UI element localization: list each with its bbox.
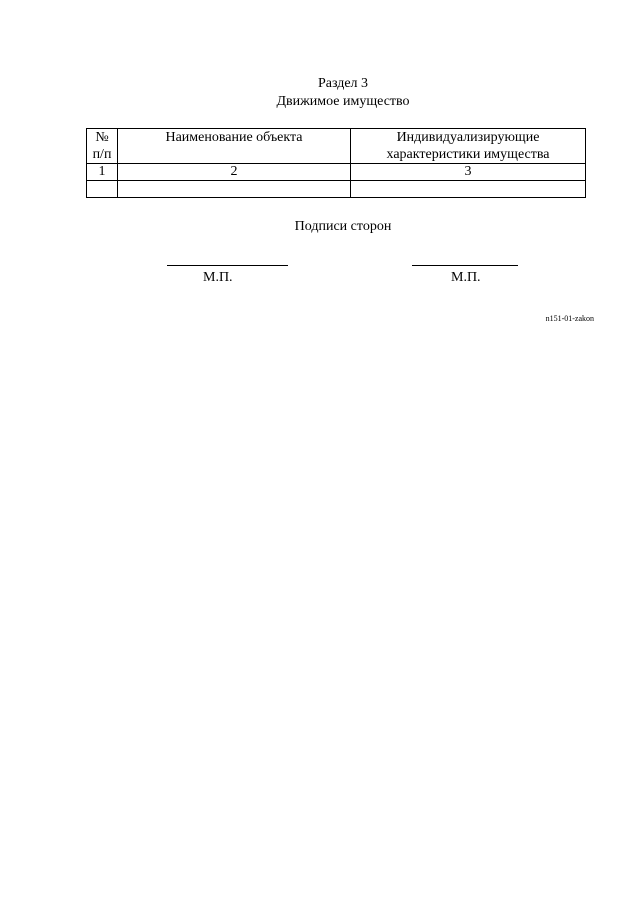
table-header-row	[87, 129, 586, 164]
table-cell	[351, 181, 586, 198]
header-characteristics-line1: Индивидуализирующие	[396, 130, 540, 145]
section-number: Раздел 3	[317, 76, 369, 91]
document-code: n151-01-zakon	[545, 314, 594, 323]
header-number	[87, 129, 118, 164]
table-cell	[87, 181, 118, 198]
section-title: Движимое имущество	[276, 94, 410, 109]
column-number-3: 3	[351, 164, 586, 181]
left-signature-line	[167, 265, 288, 266]
column-number-1: 1	[87, 164, 118, 181]
table-cell	[118, 181, 351, 198]
column-number-row	[87, 164, 586, 181]
property-table	[86, 128, 586, 198]
left-stamp-label: М.П.	[203, 270, 233, 285]
header-characteristics-line2: характеристики имущества	[386, 147, 550, 162]
header-characteristics	[351, 129, 586, 164]
right-signature-line	[412, 265, 518, 266]
column-number-2: 2	[118, 164, 351, 181]
signatures-title: Подписи сторон	[294, 219, 392, 234]
right-stamp-label: М.П.	[451, 270, 481, 285]
table-row	[87, 181, 586, 198]
header-number-abbr: п/п	[92, 147, 112, 162]
header-object-name: Наименование объекта	[118, 129, 351, 164]
header-number-symbol: №	[95, 130, 109, 145]
